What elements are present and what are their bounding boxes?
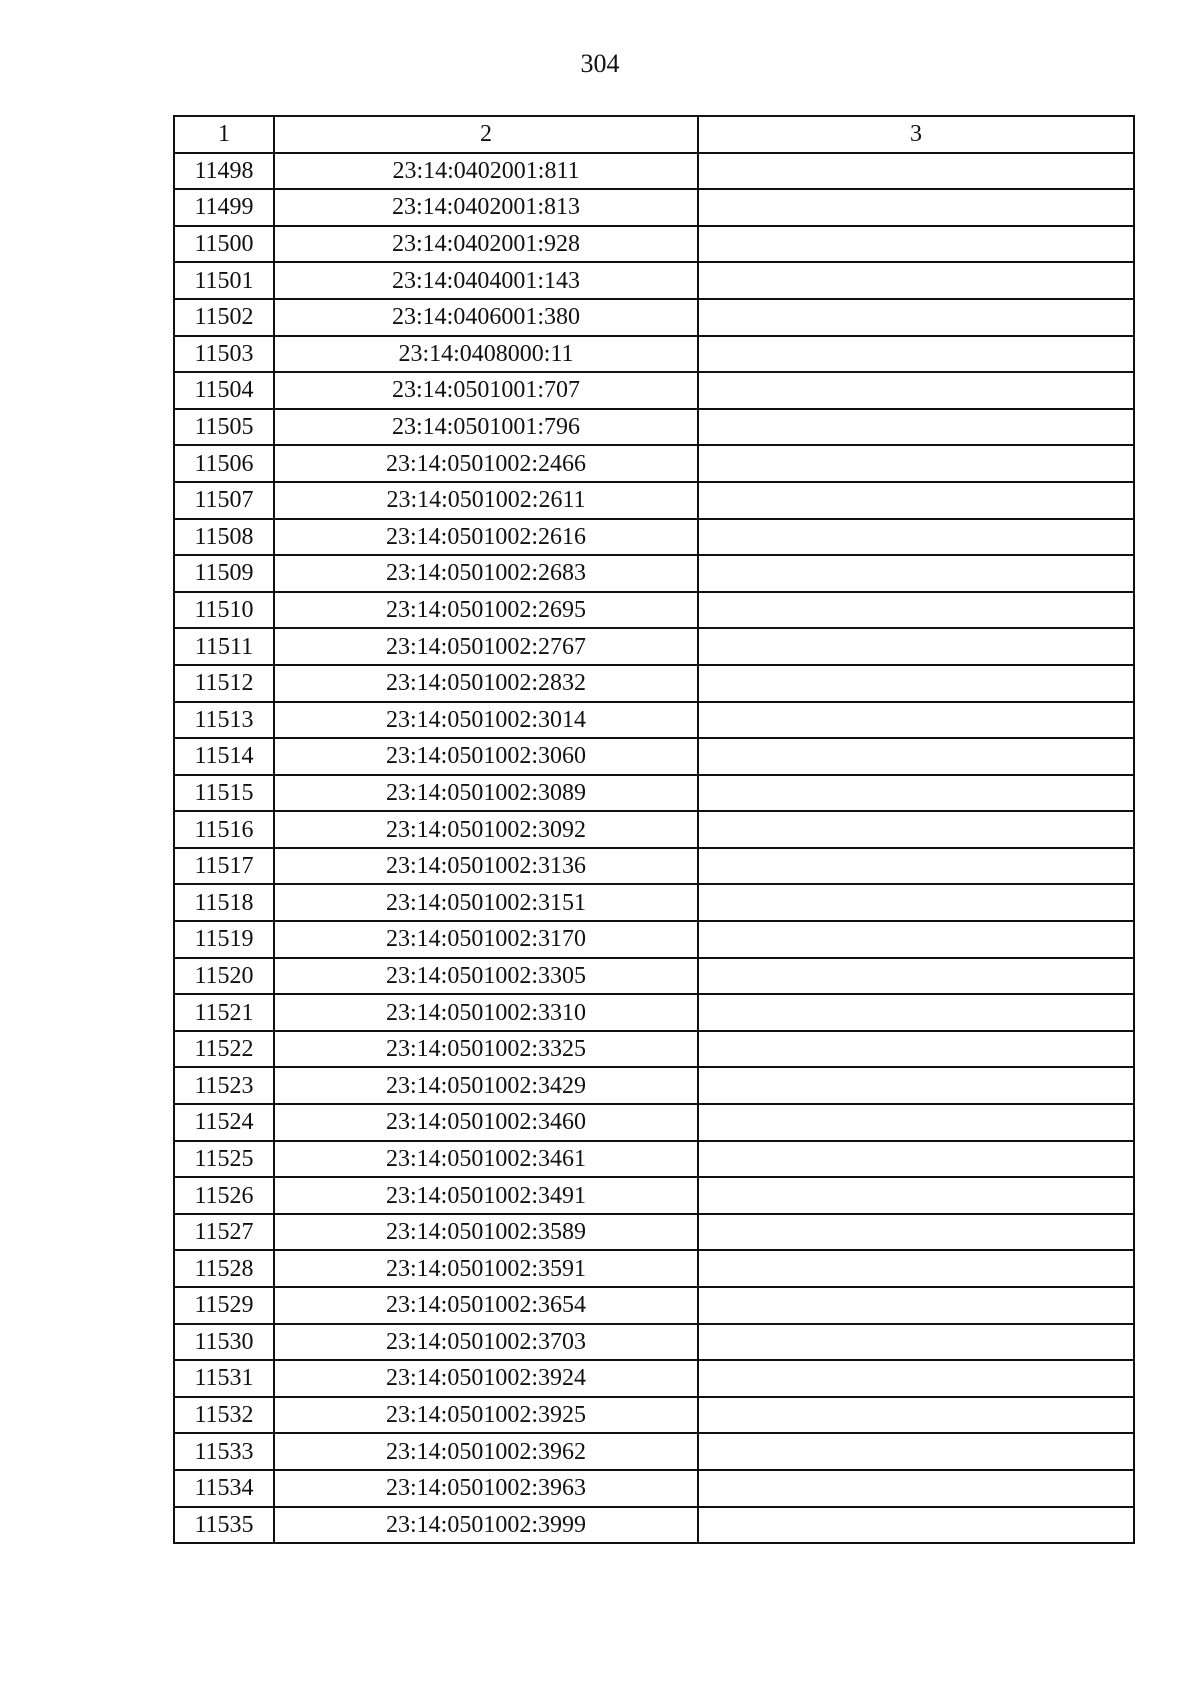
header-col-1: 1 bbox=[174, 116, 274, 153]
row-number-cell: 11530 bbox=[174, 1324, 274, 1361]
table-row bbox=[174, 299, 1134, 336]
note-cell bbox=[698, 1360, 1134, 1397]
cadastral-number-cell: 23:14:0501002:3305 bbox=[274, 958, 698, 995]
cadastral-number-cell: 23:14:0501002:2832 bbox=[274, 665, 698, 702]
table-row bbox=[174, 262, 1134, 299]
row-number-cell: 11533 bbox=[174, 1433, 274, 1470]
table-row bbox=[174, 921, 1134, 958]
table-row bbox=[174, 994, 1134, 1031]
table-row bbox=[174, 555, 1134, 592]
row-number-cell: 11515 bbox=[174, 775, 274, 812]
cadastral-number-cell: 23:14:0402001:928 bbox=[274, 226, 698, 263]
note-cell bbox=[698, 628, 1134, 665]
header-col-3: 3 bbox=[698, 116, 1134, 153]
row-number-cell: 11532 bbox=[174, 1397, 274, 1434]
row-number-cell: 11501 bbox=[174, 262, 274, 299]
row-number-cell: 11527 bbox=[174, 1214, 274, 1251]
cadastral-number-cell: 23:14:0501002:2683 bbox=[274, 555, 698, 592]
row-number-cell: 11518 bbox=[174, 884, 274, 921]
row-number-cell: 11498 bbox=[174, 153, 274, 190]
row-number-cell: 11523 bbox=[174, 1067, 274, 1104]
note-cell bbox=[698, 1470, 1134, 1507]
cadastral-number-cell: 23:14:0501002:3491 bbox=[274, 1177, 698, 1214]
table-row bbox=[174, 738, 1134, 775]
table-row bbox=[174, 519, 1134, 556]
note-cell bbox=[698, 1397, 1134, 1434]
table-row bbox=[174, 482, 1134, 519]
note-cell bbox=[698, 811, 1134, 848]
table-body bbox=[174, 153, 1134, 1544]
note-cell bbox=[698, 299, 1134, 336]
cadastral-number-cell: 23:14:0501002:3136 bbox=[274, 848, 698, 885]
table-row bbox=[174, 372, 1134, 409]
table-row bbox=[174, 1141, 1134, 1178]
row-number-cell: 11526 bbox=[174, 1177, 274, 1214]
cadastral-number-cell: 23:14:0408000:11 bbox=[274, 336, 698, 373]
row-number-cell: 11524 bbox=[174, 1104, 274, 1141]
table-row bbox=[174, 1324, 1134, 1361]
note-cell bbox=[698, 1031, 1134, 1068]
table-row bbox=[174, 1360, 1134, 1397]
cadastral-number-cell: 23:14:0501002:3325 bbox=[274, 1031, 698, 1068]
row-number-cell: 11513 bbox=[174, 702, 274, 739]
cadastral-number-cell: 23:14:0501001:707 bbox=[274, 372, 698, 409]
cadastral-number-cell: 23:14:0501002:3170 bbox=[274, 921, 698, 958]
table-row bbox=[174, 1250, 1134, 1287]
cadastral-number-cell: 23:14:0402001:813 bbox=[274, 189, 698, 226]
table-row bbox=[174, 811, 1134, 848]
row-number-cell: 11506 bbox=[174, 445, 274, 482]
cadastral-number-cell: 23:14:0402001:811 bbox=[274, 153, 698, 190]
note-cell bbox=[698, 848, 1134, 885]
row-number-cell: 11505 bbox=[174, 409, 274, 446]
row-number-cell: 11529 bbox=[174, 1287, 274, 1324]
note-cell bbox=[698, 921, 1134, 958]
row-number-cell: 11522 bbox=[174, 1031, 274, 1068]
row-number-cell: 11509 bbox=[174, 555, 274, 592]
table-row bbox=[174, 1507, 1134, 1544]
table-row bbox=[174, 1287, 1134, 1324]
note-cell bbox=[698, 519, 1134, 556]
table-row bbox=[174, 1214, 1134, 1251]
table-row bbox=[174, 958, 1134, 995]
row-number-cell: 11535 bbox=[174, 1507, 274, 1544]
note-cell bbox=[698, 336, 1134, 373]
cadastral-number-cell: 23:14:0501002:2767 bbox=[274, 628, 698, 665]
row-number-cell: 11521 bbox=[174, 994, 274, 1031]
note-cell bbox=[698, 153, 1134, 190]
table-row bbox=[174, 445, 1134, 482]
cadastral-number-cell: 23:14:0501002:3924 bbox=[274, 1360, 698, 1397]
table-row bbox=[174, 1031, 1134, 1068]
cadastral-number-cell: 23:14:0501002:3591 bbox=[274, 1250, 698, 1287]
row-number-cell: 11511 bbox=[174, 628, 274, 665]
table-row bbox=[174, 336, 1134, 373]
row-number-cell: 11525 bbox=[174, 1141, 274, 1178]
table-row bbox=[174, 884, 1134, 921]
row-number-cell: 11500 bbox=[174, 226, 274, 263]
cadastral-number-cell: 23:14:0501002:3703 bbox=[274, 1324, 698, 1361]
cadastral-table bbox=[173, 115, 1135, 1544]
row-number-cell: 11517 bbox=[174, 848, 274, 885]
row-number-cell: 11520 bbox=[174, 958, 274, 995]
row-number-cell: 11508 bbox=[174, 519, 274, 556]
table-row bbox=[174, 1397, 1134, 1434]
cadastral-number-cell: 23:14:0501001:796 bbox=[274, 409, 698, 446]
note-cell bbox=[698, 1141, 1134, 1178]
table-row bbox=[174, 592, 1134, 629]
cadastral-number-cell: 23:14:0501002:3089 bbox=[274, 775, 698, 812]
note-cell bbox=[698, 189, 1134, 226]
page-number: 304 bbox=[580, 49, 620, 78]
note-cell bbox=[698, 226, 1134, 263]
table-row bbox=[174, 226, 1134, 263]
note-cell bbox=[698, 1287, 1134, 1324]
note-cell bbox=[698, 994, 1134, 1031]
cadastral-number-cell: 23:14:0501002:3460 bbox=[274, 1104, 698, 1141]
cadastral-number-cell: 23:14:0501002:3925 bbox=[274, 1397, 698, 1434]
cadastral-number-cell: 23:14:0501002:3060 bbox=[274, 738, 698, 775]
table-row bbox=[174, 848, 1134, 885]
row-number-cell: 11507 bbox=[174, 482, 274, 519]
table-row bbox=[174, 409, 1134, 446]
table-header bbox=[174, 116, 1134, 153]
table-row bbox=[174, 775, 1134, 812]
note-cell bbox=[698, 555, 1134, 592]
note-cell bbox=[698, 1067, 1134, 1104]
table-row bbox=[174, 628, 1134, 665]
note-cell bbox=[698, 445, 1134, 482]
row-number-cell: 11499 bbox=[174, 189, 274, 226]
row-number-cell: 11514 bbox=[174, 738, 274, 775]
cadastral-number-cell: 23:14:0501002:3014 bbox=[274, 702, 698, 739]
table-row bbox=[174, 189, 1134, 226]
cadastral-number-cell: 23:14:0501002:3429 bbox=[274, 1067, 698, 1104]
table-row bbox=[174, 1067, 1134, 1104]
cadastral-number-cell: 23:14:0501002:3999 bbox=[274, 1507, 698, 1544]
cadastral-number-cell: 23:14:0501002:3963 bbox=[274, 1470, 698, 1507]
header-col-2: 2 bbox=[274, 116, 698, 153]
table-row bbox=[174, 1104, 1134, 1141]
table-row bbox=[174, 1433, 1134, 1470]
cadastral-number-cell: 23:14:0501002:3151 bbox=[274, 884, 698, 921]
table-row bbox=[174, 153, 1134, 190]
cadastral-number-cell: 23:14:0501002:3092 bbox=[274, 811, 698, 848]
note-cell bbox=[698, 482, 1134, 519]
row-number-cell: 11502 bbox=[174, 299, 274, 336]
row-number-cell: 11510 bbox=[174, 592, 274, 629]
note-cell bbox=[698, 1507, 1134, 1544]
cadastral-number-cell: 23:14:0501002:3310 bbox=[274, 994, 698, 1031]
note-cell bbox=[698, 702, 1134, 739]
row-number-cell: 11531 bbox=[174, 1360, 274, 1397]
table-row bbox=[174, 665, 1134, 702]
row-number-cell: 11512 bbox=[174, 665, 274, 702]
note-cell bbox=[698, 1214, 1134, 1251]
note-cell bbox=[698, 775, 1134, 812]
table-row bbox=[174, 702, 1134, 739]
note-cell bbox=[698, 1433, 1134, 1470]
row-number-cell: 11528 bbox=[174, 1250, 274, 1287]
note-cell bbox=[698, 1104, 1134, 1141]
row-number-cell: 11519 bbox=[174, 921, 274, 958]
cadastral-number-cell: 23:14:0501002:2611 bbox=[274, 482, 698, 519]
note-cell bbox=[698, 1177, 1134, 1214]
cadastral-number-cell: 23:14:0501002:3962 bbox=[274, 1433, 698, 1470]
note-cell bbox=[698, 262, 1134, 299]
table-row bbox=[174, 1470, 1134, 1507]
row-number-cell: 11504 bbox=[174, 372, 274, 409]
table-row bbox=[174, 1177, 1134, 1214]
note-cell bbox=[698, 958, 1134, 995]
cadastral-number-cell: 23:14:0404001:143 bbox=[274, 262, 698, 299]
cadastral-number-cell: 23:14:0501002:3589 bbox=[274, 1214, 698, 1251]
row-number-cell: 11534 bbox=[174, 1470, 274, 1507]
cadastral-number-cell: 23:14:0501002:3654 bbox=[274, 1287, 698, 1324]
cadastral-number-cell: 23:14:0501002:2466 bbox=[274, 445, 698, 482]
cadastral-number-cell: 23:14:0501002:3461 bbox=[274, 1141, 698, 1178]
note-cell bbox=[698, 884, 1134, 921]
note-cell bbox=[698, 1250, 1134, 1287]
note-cell bbox=[698, 592, 1134, 629]
header-row bbox=[174, 116, 1134, 153]
cadastral-number-cell: 23:14:0501002:2616 bbox=[274, 519, 698, 556]
note-cell bbox=[698, 665, 1134, 702]
cadastral-number-cell: 23:14:0406001:380 bbox=[274, 299, 698, 336]
note-cell bbox=[698, 409, 1134, 446]
cadastral-number-cell: 23:14:0501002:2695 bbox=[274, 592, 698, 629]
note-cell bbox=[698, 1324, 1134, 1361]
row-number-cell: 11516 bbox=[174, 811, 274, 848]
row-number-cell: 11503 bbox=[174, 336, 274, 373]
note-cell bbox=[698, 738, 1134, 775]
note-cell bbox=[698, 372, 1134, 409]
